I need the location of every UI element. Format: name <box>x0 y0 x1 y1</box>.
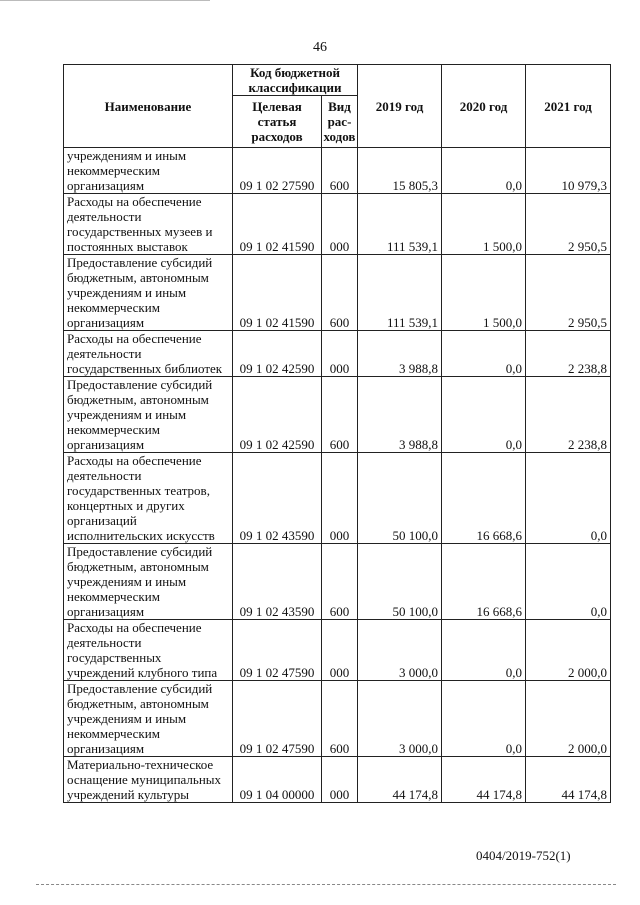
row-value-2021: 2 238,8 <box>526 377 611 453</box>
page-number: 46 <box>313 40 327 55</box>
row-value-2019: 15 805,3 <box>358 148 442 194</box>
row-target-article: 09 1 02 41590 <box>233 194 322 255</box>
footer-line <box>36 884 616 885</box>
row-value-2019: 3 000,0 <box>358 681 442 757</box>
row-target-article: 09 1 02 42590 <box>233 377 322 453</box>
row-name: Предоставление субсидий бюджетным, автономным учреждениям и иным некоммерческим организациям <box>64 681 233 757</box>
row-value-2019: 3 000,0 <box>358 620 442 681</box>
row-value-2020: 0,0 <box>442 377 526 453</box>
row-expense-type: 000 <box>322 453 358 544</box>
row-name: Расходы на обеспечение деятельности государственных учреждений клубного типа <box>64 620 233 681</box>
table-row <box>64 757 611 803</box>
row-expense-type: 600 <box>322 148 358 194</box>
row-value-2019: 50 100,0 <box>358 453 442 544</box>
header-year-2021: 2021 год <box>526 65 611 148</box>
row-value-2019: 50 100,0 <box>358 544 442 620</box>
row-value-2020: 1 500,0 <box>442 255 526 331</box>
table-row <box>64 544 611 620</box>
row-value-2021: 2 950,5 <box>526 255 611 331</box>
row-value-2020: 44 174,8 <box>442 757 526 803</box>
row-value-2020: 0,0 <box>442 620 526 681</box>
row-expense-type: 000 <box>322 194 358 255</box>
row-target-article: 09 1 02 43590 <box>233 544 322 620</box>
row-value-2019: 3 988,8 <box>358 331 442 377</box>
row-value-2021: 0,0 <box>526 544 611 620</box>
row-target-article: 09 1 02 47590 <box>233 681 322 757</box>
header-target-article: Целевая статья расходов <box>233 96 322 148</box>
row-target-article: 09 1 02 41590 <box>233 255 322 331</box>
row-value-2021: 2 000,0 <box>526 620 611 681</box>
row-expense-type: 000 <box>322 331 358 377</box>
table-row <box>64 148 611 194</box>
row-value-2021: 2 000,0 <box>526 681 611 757</box>
budget-table <box>63 64 611 803</box>
header-name: Наименование <box>64 65 233 148</box>
row-value-2021: 0,0 <box>526 453 611 544</box>
row-value-2021: 10 979,3 <box>526 148 611 194</box>
header-year-2020: 2020 год <box>442 65 526 148</box>
row-name: учреждениям и иным некоммерческим организациям <box>64 148 233 194</box>
table-row <box>64 194 611 255</box>
row-value-2021: 2 950,5 <box>526 194 611 255</box>
row-value-2020: 0,0 <box>442 681 526 757</box>
row-name: Расходы на обеспечение деятельности государственных музеев и постоянных выставок <box>64 194 233 255</box>
row-target-article: 09 1 02 43590 <box>233 453 322 544</box>
row-expense-type: 600 <box>322 681 358 757</box>
row-value-2021: 2 238,8 <box>526 331 611 377</box>
table-row <box>64 377 611 453</box>
row-value-2019: 44 174,8 <box>358 757 442 803</box>
row-expense-type: 600 <box>322 255 358 331</box>
row-value-2021: 44 174,8 <box>526 757 611 803</box>
document-number: 0404/2019-752(1) <box>476 848 571 863</box>
row-expense-type: 000 <box>322 620 358 681</box>
row-value-2020: 1 500,0 <box>442 194 526 255</box>
row-name: Расходы на обеспечение деятельности государственных театров, концертных и других организаций исполнительских искусств <box>64 453 233 544</box>
header-expense-type: Вид рас- ходов <box>322 96 358 148</box>
table-row <box>64 453 611 544</box>
table-row <box>64 620 611 681</box>
row-target-article: 09 1 02 47590 <box>233 620 322 681</box>
row-name: Предоставление субсидий бюджетным, автономным учреждениям и иным некоммерческим организациям <box>64 544 233 620</box>
row-expense-type: 000 <box>322 757 358 803</box>
row-target-article: 09 1 02 27590 <box>233 148 322 194</box>
top-border-line <box>0 0 210 1</box>
row-target-article: 09 1 02 42590 <box>233 331 322 377</box>
row-value-2020: 16 668,6 <box>442 453 526 544</box>
table-header <box>64 65 611 148</box>
table-row <box>64 681 611 757</box>
table-body <box>64 148 611 803</box>
row-value-2019: 111 539,1 <box>358 255 442 331</box>
row-target-article: 09 1 04 00000 <box>233 757 322 803</box>
table-row <box>64 331 611 377</box>
row-name: Расходы на обеспечение деятельности государственных библиотек <box>64 331 233 377</box>
row-name: Предоставление субсидий бюджетным, автономным учреждениям и иным некоммерческим организациям <box>64 377 233 453</box>
row-value-2020: 0,0 <box>442 148 526 194</box>
row-value-2020: 0,0 <box>442 331 526 377</box>
row-expense-type: 600 <box>322 377 358 453</box>
row-value-2020: 16 668,6 <box>442 544 526 620</box>
row-value-2019: 3 988,8 <box>358 377 442 453</box>
header-year-2019: 2019 год <box>358 65 442 148</box>
row-value-2019: 111 539,1 <box>358 194 442 255</box>
table-row <box>64 255 611 331</box>
header-budget-code: Код бюджетной классификации <box>233 65 358 96</box>
row-expense-type: 600 <box>322 544 358 620</box>
row-name: Материально-техническое оснащение муниципальных учреждений культуры <box>64 757 233 803</box>
row-name: Предоставление субсидий бюджетным, автономным учреждениям и иным некоммерческим организациям <box>64 255 233 331</box>
